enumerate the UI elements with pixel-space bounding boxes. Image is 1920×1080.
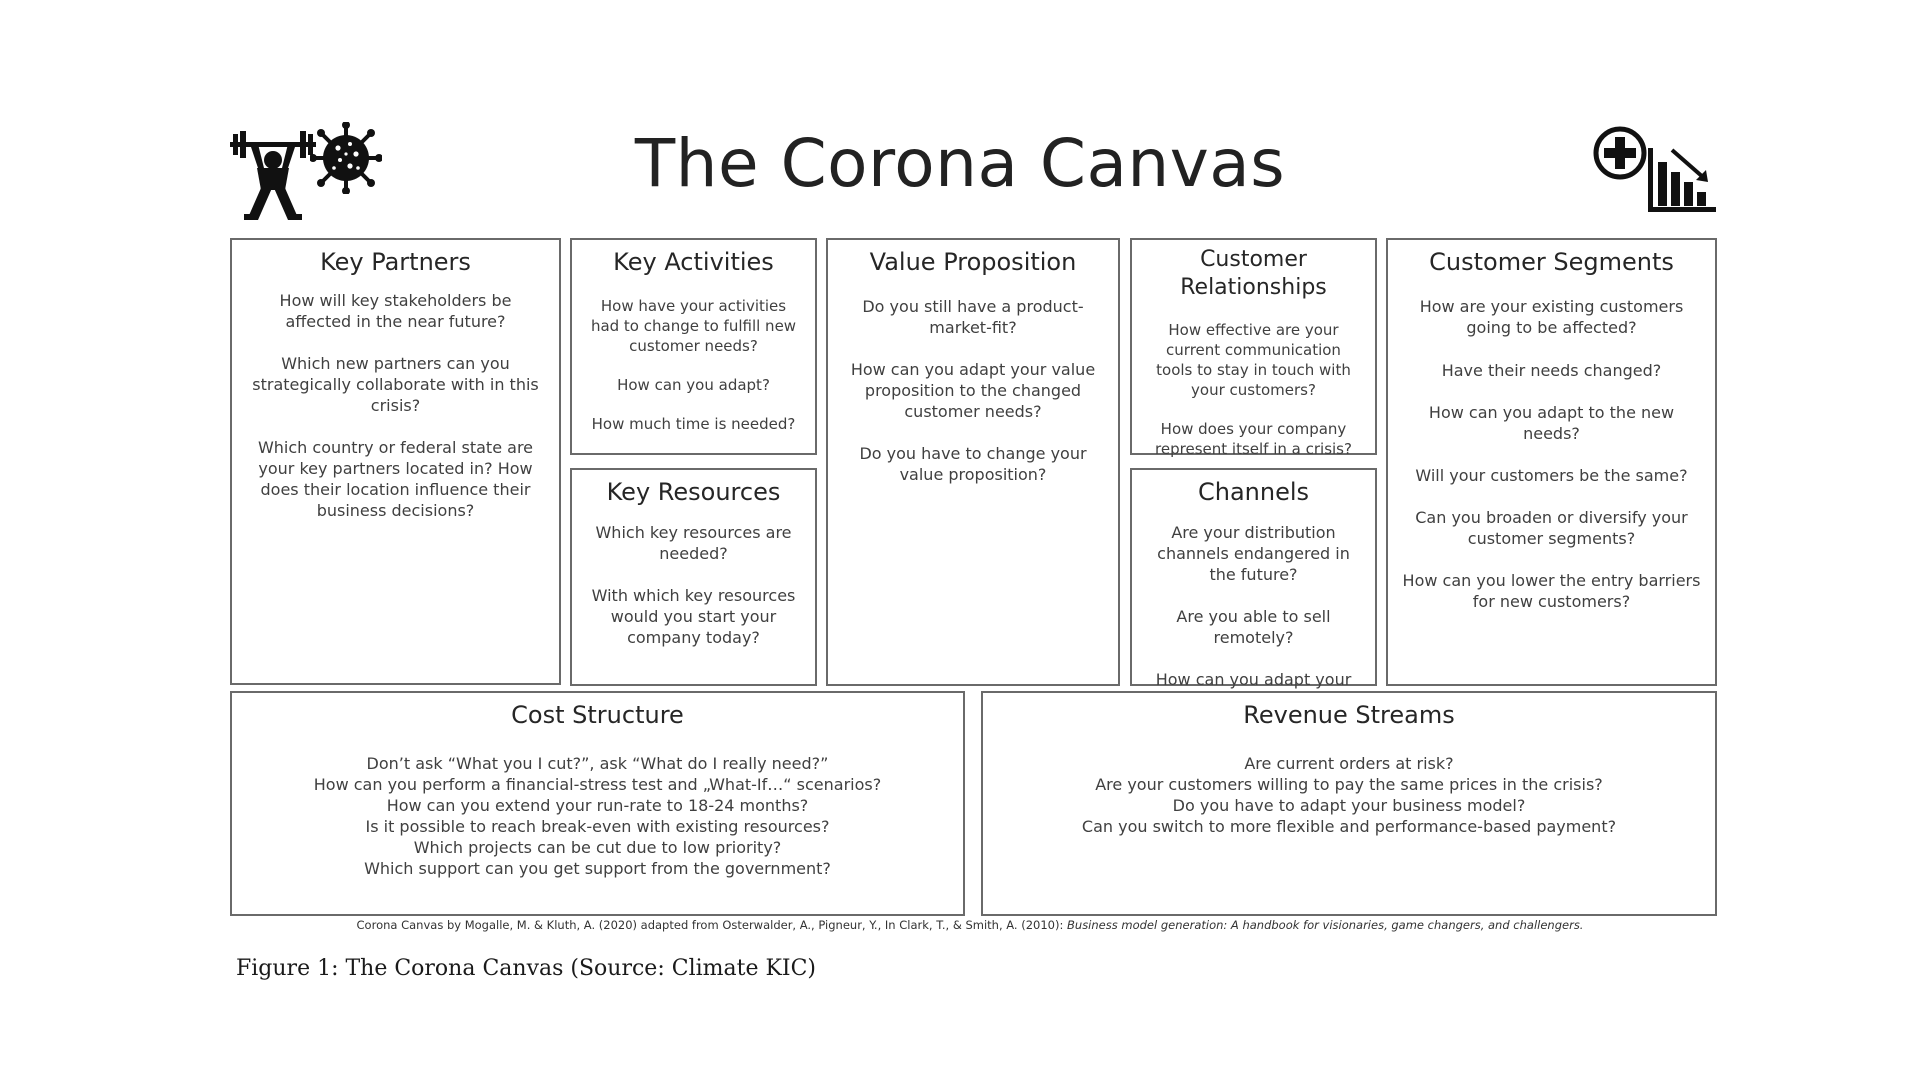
- key-resources-title: Key Resources: [606, 478, 781, 506]
- channels-question: Are your distribution channels endangered in the future?: [1157, 523, 1350, 584]
- revenue-streams-title: Revenue Streams: [1243, 701, 1455, 729]
- key-resources-question: With which key resources would you start your company today?: [591, 586, 796, 647]
- revenue-streams-block: [981, 691, 1717, 916]
- customer-segments-question: How are your existing customers going to be affected?: [1419, 297, 1684, 337]
- customer-segments-question: Can you broaden or diversify your customer segments?: [1415, 508, 1688, 548]
- medical-plus-icon: [1592, 125, 1648, 181]
- key-partners-title: Key Partners: [320, 248, 471, 276]
- channels-question: How can you adapt your: [1155, 670, 1352, 689]
- customer-segments-question: How can you lower the entry barriers for new customers?: [1402, 571, 1701, 611]
- customer-segments-question: Have their needs changed?: [1441, 361, 1662, 380]
- value-proposition-title: Value Proposition: [869, 248, 1077, 276]
- cost-structure-line: Which support can you get support from the government?: [364, 859, 831, 878]
- weightlifter-icon: [230, 122, 316, 220]
- key-activities-question: How have your activities had to change to fulfill new customer needs?: [590, 297, 797, 355]
- customer-relationships-question: How effective are your current communication tools to stay in touch with your customers?: [1156, 321, 1351, 399]
- key-partners-question: Which new partners can you strategically collaborate with in this crisis?: [252, 354, 539, 415]
- key-partners-question: How will key stakeholders be affected in the near future?: [279, 291, 512, 331]
- credit-book-title: Business model generation: A handbook for visionaries, game changers, and challengers.: [1067, 918, 1584, 932]
- value-proposition-question: Do you have to change your value proposition?: [859, 444, 1087, 484]
- virus-icon: [310, 122, 382, 194]
- cost-structure-line: How can you perform a financial-stress test and „What-If…“ scenarios?: [313, 775, 882, 794]
- declining-chart-icon: [1646, 142, 1718, 214]
- key-partners-question: Which country or federal state are your key partners located in? How does their location influence their business decisions?: [257, 438, 534, 520]
- credit-line: [230, 918, 1710, 932]
- customer-relationships-title: Customer Relationships: [1180, 247, 1327, 300]
- cost-structure-block: [230, 691, 965, 916]
- revenue-streams-line: Are current orders at risk?: [1244, 754, 1454, 773]
- revenue-streams-line: Do you have to adapt your business model?: [1172, 796, 1526, 815]
- cost-structure-line: Don’t ask “What you I cut?”, ask “What do I really need?”: [366, 754, 829, 773]
- cost-structure-line: Which projects can be cut due to low priority?: [413, 838, 782, 857]
- customer-segments-question: Will your customers be the same?: [1415, 466, 1688, 485]
- cost-structure-title: Cost Structure: [511, 701, 684, 729]
- key-resources-question: Which key resources are needed?: [595, 523, 792, 563]
- cost-structure-line: How can you extend your run-rate to 18-24 months?: [386, 796, 809, 815]
- revenue-streams-line: Are your customers willing to pay the same prices in the crisis?: [1095, 775, 1603, 794]
- value-proposition-question: Do you still have a product-market-fit?: [862, 297, 1084, 337]
- channels-title: Channels: [1197, 478, 1310, 506]
- value-proposition-block: [826, 238, 1120, 686]
- value-proposition-question: How can you adapt your value proposition to the changed customer needs?: [850, 360, 1096, 421]
- key-activities-question: How much time is needed?: [591, 415, 796, 433]
- cost-structure-line: Is it possible to reach break-even with existing resources?: [365, 817, 830, 836]
- customer-segments-question: How can you adapt to the new needs?: [1428, 403, 1675, 443]
- canvas-title: The Corona Canvas: [634, 125, 1286, 202]
- customer-relationships-block: [1130, 238, 1377, 458]
- key-activities-block: [570, 238, 817, 455]
- channels-question: Are you able to sell remotely?: [1176, 607, 1331, 647]
- key-partners-block: [230, 238, 561, 685]
- key-activities-title: Key Activities: [613, 248, 774, 276]
- key-resources-block: [570, 468, 817, 686]
- customer-segments-block: [1386, 238, 1717, 686]
- key-activities-question: How can you adapt?: [617, 376, 770, 394]
- channels-block: [1130, 468, 1377, 689]
- revenue-streams-line: Can you switch to more flexible and performance-based payment?: [1081, 817, 1617, 836]
- credit-text: Corona Canvas by Mogalle, M. & Kluth, A. (2020) adapted from Osterwalder, A., Pigneur, Y., In Clark, T., & Smith, A. (2010):: [356, 918, 1068, 932]
- customer-relationships-question: How does your company represent itself in a crisis?: [1155, 420, 1352, 458]
- customer-segments-title: Customer Segments: [1429, 248, 1674, 276]
- figure-caption: Figure 1: The Corona Canvas (Source: Climate KIC): [236, 956, 817, 981]
